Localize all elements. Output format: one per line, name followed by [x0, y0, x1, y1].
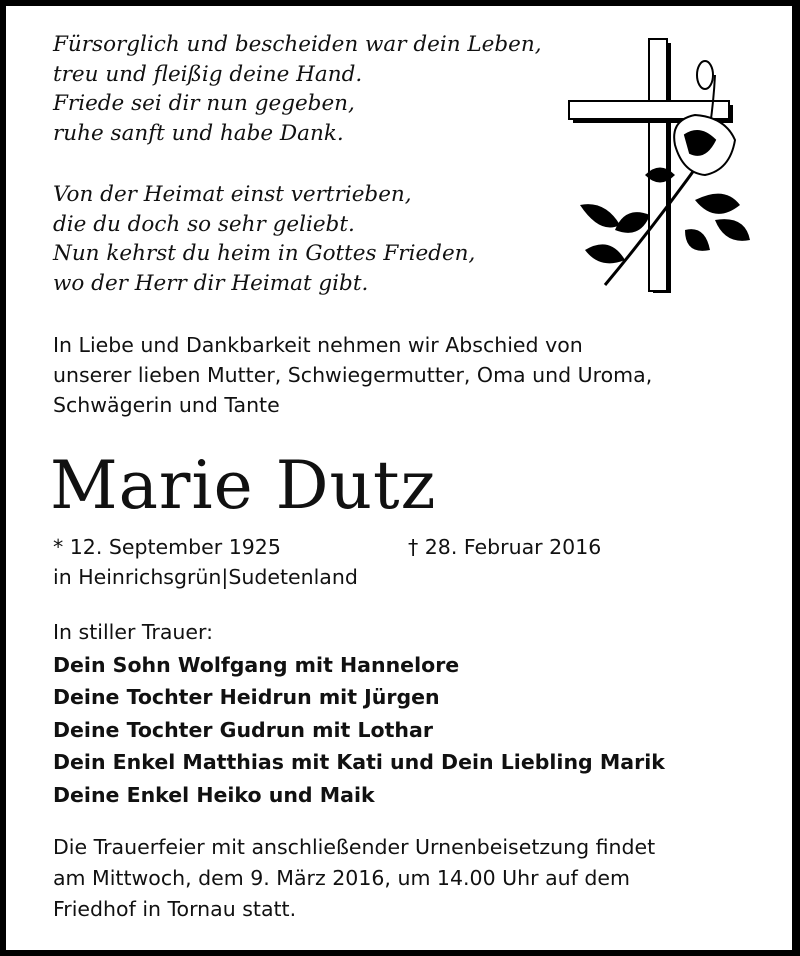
birth-date: * 12. September 1925 [53, 535, 281, 559]
cross-with-rose-icon [565, 35, 755, 305]
poem-line: Von der Heimat einst vertrieben, [53, 182, 412, 207]
intro-line: In Liebe und Dankbarkeit nehmen wir Abschied von [53, 333, 583, 357]
poem-line: Nun kehrst du heim in Gottes Frieden, [53, 241, 476, 266]
mourner: Deine Tochter Gudrun mit Lothar [53, 717, 433, 742]
mourner: Dein Enkel Matthias mit Kati und Dein Liebling Marik [53, 750, 665, 774]
ceremony-line: Die Trauerfeier mit anschließender Urnenbeisetzung findet [53, 835, 656, 859]
intro-line: Schwägerin und Tante [53, 393, 280, 417]
poem-line: Friede sei dir nun gegeben, [53, 91, 355, 116]
birthplace: in Heinrichsgrün|Sudetenland [53, 565, 358, 589]
poem-line: treu und fleißig deine Hand. [53, 61, 363, 87]
poem-line: Fürsorglich und bescheiden war dein Leben, [53, 32, 542, 57]
life-dates [53, 532, 602, 592]
ceremony-text [53, 832, 655, 925]
poem-line: ruhe sanft und habe Dank. [53, 120, 344, 146]
poem-stanza-2 [53, 180, 475, 298]
death-date: † 28. Februar 2016 [408, 535, 602, 559]
mourner: Deine Tochter Heidrun mit Jürgen [53, 685, 440, 709]
poem-stanza-1 [53, 30, 542, 148]
deceased-name: Marie Dutz [50, 447, 437, 524]
mourners-block [53, 616, 665, 811]
ceremony-line: am Mittwoch, dem 9. März 2016, um 14.00 Uhr auf dem [53, 866, 630, 890]
intro-text [53, 330, 652, 420]
ceremony-line: Friedhof in Tornau statt. [53, 897, 297, 921]
poem-line: die du doch so sehr geliebt. [53, 211, 355, 237]
intro-line: unserer lieben Mutter, Schwiegermutter, Oma und Uroma, [53, 363, 653, 387]
mourner: Deine Enkel Heiko und Maik [53, 782, 375, 807]
mourners-label: In stiller Trauer: [53, 620, 213, 644]
poem-line: wo der Herr dir Heimat gibt. [53, 270, 369, 296]
mourner: Dein Sohn Wolfgang mit Hannelore [53, 652, 460, 677]
